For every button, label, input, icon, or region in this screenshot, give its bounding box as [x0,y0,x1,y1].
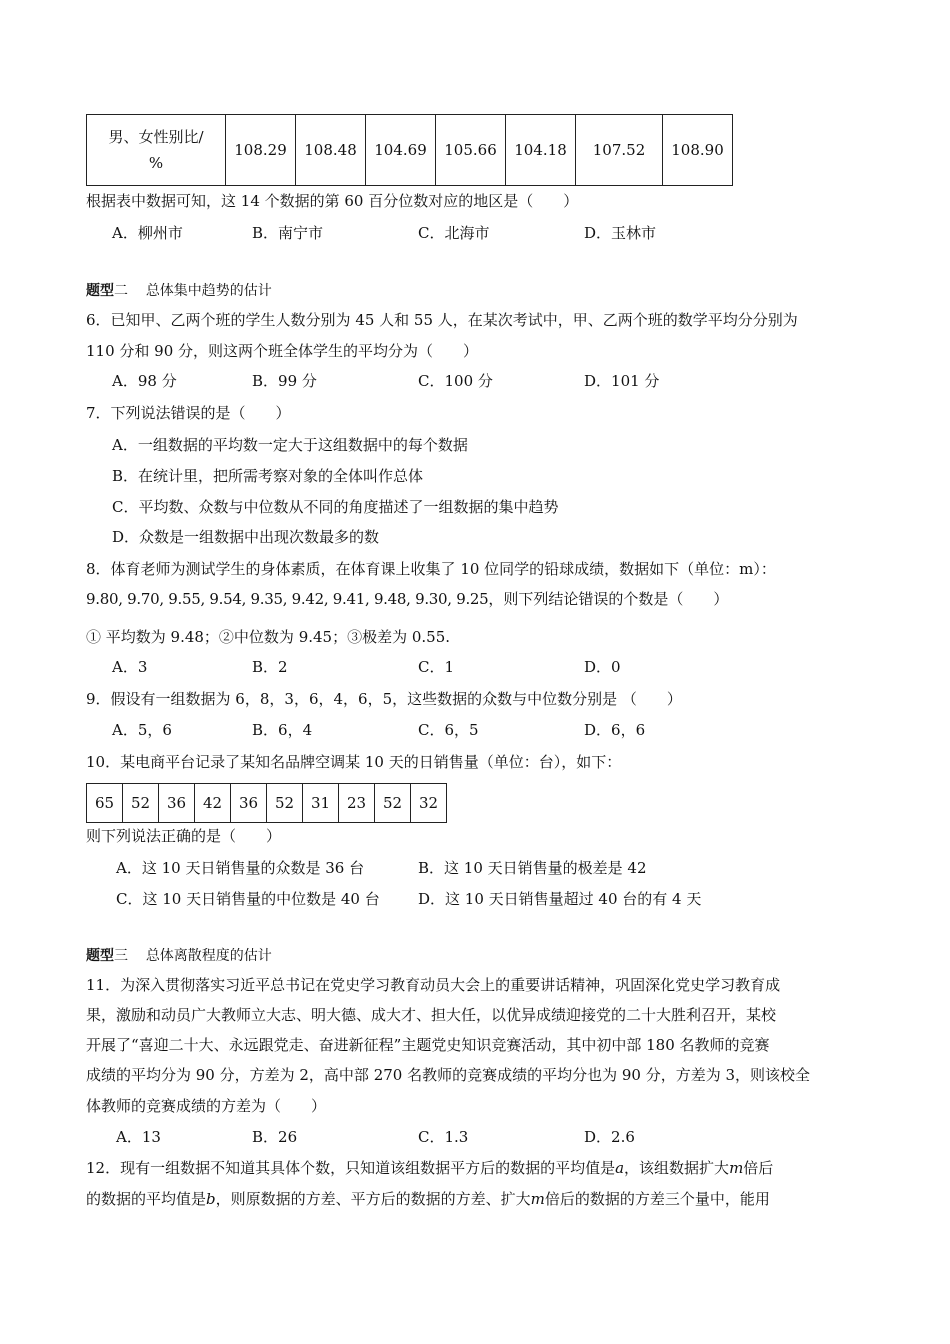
q10-option-b: B．这 10 天日销售量的极差是 42 [418,859,647,877]
sales-cell: 42 [195,784,231,823]
section3-title: 总体离散程度的估计 [145,948,272,964]
q8-option-b: B．2 [252,658,288,676]
q11-line4: 成绩的平均分为 90 分，方差为 2，高中部 270 名教师的竞赛成绩的平均分也为 90 分，方差为 3，则该校全 [86,1066,811,1084]
q10-option-a: A．这 10 天日销售量的众数是 36 台 [116,859,365,877]
q8-line1: 8．体育老师为测试学生的身体素质，在体育课上收集了 10 位同学的铅球成绩，数据如下（单位：m）： [86,560,776,578]
q6-line2: 110 分和 90 分，则这两个班全体学生的平均分为（ ） [86,342,479,360]
q5-stem: 根据表中数据可知，这 14 个数据的第 60 百分位数对应的地区是（ ） [86,192,579,210]
sales-cell: 52 [267,784,303,823]
ratio-cell: 105.66 [436,115,506,186]
q10-stem: 10．某电商平台记录了某知名品牌空调某 10 天的日销售量（单位：台），如下： [86,753,622,771]
sales-cell: 32 [411,784,447,823]
q11-line1: 11．为深入贯彻落实习近平总书记在党史学习教育动员大会上的重要讲话精神，巩固深化党史学习教育成 [86,976,781,994]
sales-cell: 36 [159,784,195,823]
ratio-header-line1: 男、女性别比/ [108,128,204,146]
q12-line2-a: 的数据的平均值是 [86,1190,207,1208]
q12-line1-b: ，该组数据扩大 [624,1159,730,1177]
sales-cell: 23 [339,784,375,823]
section2-title: 总体集中趋势的估计 [145,283,272,299]
q6-option-b: B．99 分 [252,372,317,390]
q8-option-c: C．1 [418,658,455,676]
q8-data: 9.80, 9.70, 9.55, 9.54, 9.35, 9.42, 9.41, 9.48, 9.30, 9.25 [86,590,489,608]
q12-var-a: a [615,1159,625,1177]
sales-cell: 36 [231,784,267,823]
q12-line1-c: 倍后 [743,1159,774,1177]
section3-heading [86,946,272,966]
q5-option-c: C．北海市 [418,224,490,242]
sales-cell: 65 [87,784,123,823]
q6-option-a: A．98 分 [112,372,177,390]
section3-label: 题型 [86,948,114,964]
q8-option-a: A．3 [112,658,148,676]
q9-option-d: D．6，6 [584,721,646,739]
q10-option-c: C．这 10 天日销售量的中位数是 40 台 [116,890,380,908]
q11-line3: 开展了“喜迎二十大、永远跟党走、奋进新征程”主题党史知识竞赛活动，其中初中部 180 名教师的竞赛 [86,1036,770,1054]
q12-var-b: b [206,1190,216,1208]
q7-stem: 7．下列说法错误的是（ ） [86,404,291,422]
section2-num: 二 [114,283,128,299]
q12-var-m: m [729,1159,744,1177]
section2-label: 题型 [86,283,114,299]
ratio-cell: 104.18 [506,115,576,186]
q9-option-b: B．6，4 [252,721,313,739]
q11-option-a: A．13 [116,1128,161,1146]
q12-line2 [86,1189,770,1209]
q9-stem: 9．假设有一组数据为 6，8，3，6，4，6，5，这些数据的众数与中位数分别是 （ ） [86,690,682,708]
table-row [87,115,733,186]
q5-option-d: D．玉林市 [584,224,657,242]
q10-option-d: D．这 10 天日销售量超过 40 台的有 4 天 [418,890,702,908]
q12-line2-b: ，则原数据的方差、平方后的数据的方差、扩大 [215,1190,531,1208]
section2-heading [86,281,272,301]
q11-line5: 体教师的竞赛成绩的方差为（ ） [86,1097,327,1115]
q6-line1: 6．已知甲、乙两个班的学生人数分别为 45 人和 55 人，在某次考试中，甲、乙两个班的数学平均分分别为 [86,311,798,329]
q11-option-b: B．26 [252,1128,298,1146]
q7-option-c: C．平均数、众数与中位数从不同的角度描述了一组数据的集中趋势 [112,498,559,516]
q5-option-a: A．柳州市 [112,224,183,242]
table-row [87,784,447,823]
ratio-header-line2: % [148,154,164,172]
q12-var-m2: m [530,1190,545,1208]
q9-option-a: A．5，6 [112,721,172,739]
q8-claims: ① 平均数为 9.48；②中位数为 9.45；③极差为 0.55. [86,628,451,646]
q10-after: 则下列说法正确的是（ ） [86,827,282,845]
sales-table [86,783,447,823]
sales-cell: 52 [375,784,411,823]
q11-option-c: C．1.3 [418,1128,469,1146]
q6-option-d: D．101 分 [584,372,660,390]
q9-option-c: C．6，5 [418,721,479,739]
section3-num: 三 [114,948,128,964]
ratio-cell: 108.48 [296,115,366,186]
sales-cell: 31 [303,784,339,823]
sales-cell: 52 [123,784,159,823]
q7-option-d: D．众数是一组数据中出现次数最多的数 [112,528,380,546]
ratio-cell: 108.29 [226,115,296,186]
sex-ratio-table [86,114,733,186]
ratio-cell: 104.69 [366,115,436,186]
q8-line2-tail: ，则下列结论错误的个数是（ ） [488,590,729,608]
q8-option-d: D．0 [584,658,621,676]
q7-option-a: A．一组数据的平均数一定大于这组数据中的每个数据 [112,436,468,454]
q5-option-b: B．南宁市 [252,224,324,242]
q12-line1 [86,1158,773,1178]
q12-line2-c: 倍后的数据的方差三个量中，能用 [544,1190,770,1208]
ratio-cell: 108.90 [663,115,733,186]
ratio-cell: 107.52 [576,115,663,186]
q6-option-c: C．100 分 [418,372,493,390]
q11-option-d: D．2.6 [584,1128,635,1146]
q8-line2 [86,589,728,609]
ratio-header-cell [87,115,226,186]
q12-line1-a: 12．现有一组数据不知道其具体个数，只知道该组数据平方后的数据的平均值是 [86,1159,616,1177]
q7-option-b: B．在统计里，把所需考察对象的全体叫作总体 [112,467,424,485]
q11-line2: 果，激励和动员广大教师立大志、明大德、成大才、担大任，以优异成绩迎接党的二十大胜利召开，某校 [86,1006,777,1024]
